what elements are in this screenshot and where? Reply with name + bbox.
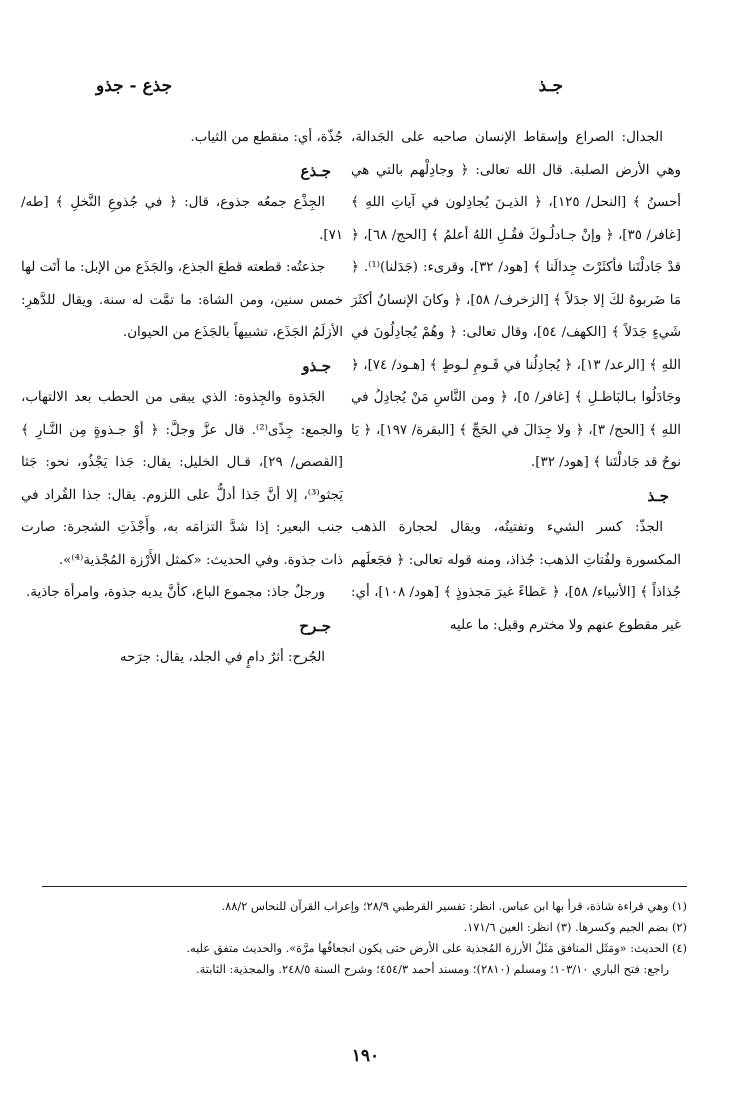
- right-column: [351, 122, 681, 642]
- left-column-paragraph: جذعتُه: قطعته قطعَ الجذع، والجَذَع من الإبل: ما أتَت لها خمس سنين، ومن الشاة: ما تمَّت له سنة. ويقال للدَّهرِ: الأزلَمُ الجَذَع، تشبيهاً بالجَذَع من الحيوان.: [21, 260, 343, 340]
- footnote-line: (١) وهي قراءة شاذة، قرأ بها ابن عباس. انظر: تفسير القرطبي ٢٨/٩؛ وإعراب القرآن للنحاس ٨٨/٢.: [221, 899, 687, 913]
- left-column-paragraph: الجُرح: أثرٌ دامٍ في الجلد، يقال: جرَحه: [119, 650, 325, 665]
- left-column-entry-heading: جـرح: [299, 616, 331, 635]
- footnotes: [27, 896, 687, 980]
- left-column-entry-heading: جـذو: [302, 356, 331, 375]
- running-head-left: جذع - جذو: [96, 76, 173, 96]
- right-column-entry-heading: جـذ: [647, 486, 669, 505]
- left-column-paragraph: الجَذوة والجِذوة: الذي يبقى من الحطب بعد الالتهاب، والجمع: جِذًى⁽²⁾. قال عزَّ وجلَّ: ﴿ أوْ جـذوةٍ مِن النَّـارِ ﴾ [القصص/ ٢٩]، قـال الخليل: يقال: جَذا يَجْذُو، نحو: جَثا يَجثو⁽³⁾، إلا أنَّ جَذا أدلُّ على اللزوم. يقال: جذا القُراد في جنب البعير: إذا شدَّ التزامَه به، وأَجْذَتِ الشجرة: صارت ذات جذوة. وفي الحديث: «كمثل الأَرْزة المُجْذية⁽⁴⁾».: [21, 390, 344, 568]
- page-number: ١٩٠: [351, 1046, 380, 1066]
- left-column: [21, 122, 343, 675]
- footnote-line: (٤) الحديث: «ومَثَل المنافق مَثَلُ الأرزة المُجذية على الأرض حتى يكون انجعافُها مرَّة». والحديث متفق عليه.: [186, 941, 687, 955]
- right-column-paragraph: الجدال: الصراع وإسقاط الإنسان صاحبه على الجَدالة، وهي الأرض الصلبة. قال الله تعالى: ﴿ وجادِلْهم بالتي هي أحسنُ ﴾ [النحل/ ١٢٥]، ﴿ الذيـنَ يُجادِلون في آياتِ اللهِ ﴾ [غافر/ ٣٥]، ﴿ وإنْ جـادلُـوكَ فقُـلِ اللهُ أعلمُ ﴾ [الحج/ ٦٨]، ﴿ قدْ جَادلْتَنا فأكثَرْتَ جِدالَنا ﴾ [هود/ ٣٢]، وقرىء: (جَدَلنا)⁽¹⁾. ﴿ مَا ضَربوهُ لكَ إلا جدَلاً ﴾ [الزخرف/ ٥٨]، ﴿ وكانَ الإنسانُ أكثَرَ شَيءٍ جَدَلاً ﴾ [الكهف/ ٥٤]، وقال تعالى: ﴿ وهُمْ يُجادِلُونَ في اللهِ ﴾ [الرعد/ ١٣]، ﴿ يُجادِلُنا في قَـومِ لـوطٍ ﴾ [هـود/ ٧٤]، ﴿ وجَادَلُوا بـالبَاطـلِ ﴾ [غافر/ ٥]، ﴿ ومن النَّاسِ مَنْ يُجادِلُ في اللهِ ﴾ [الحج/ ٣]، ﴿ ولا جِدَالَ في الحَجِّ ﴾ [البقرة/ ١٩٧]، ﴿ يَا نوحُ قد جَادلْتَنا ﴾ [هود/ ٣٢].: [351, 130, 681, 470]
- running-head-right: جـذ: [538, 76, 563, 96]
- left-column-paragraph: الجِذْع جمعُه جذوع، قال: ﴿ في جُذوعِ النَّخلِ ﴾ [طه/ ٧١].: [21, 195, 343, 243]
- left-column-entry-heading: جـذع: [300, 161, 331, 180]
- footnote-divider: [42, 886, 687, 887]
- right-column-paragraph: الجذّ: كسر الشيء وتفتيتُه، ويقال لحجارة الذهب المكسورة ولفُتاتِ الذهب: جُذاذ، ومنه قوله تعالى: ﴿ فجَعلَهم جُذاذاً ﴾ [الأنبياء/ ٥٨]، ﴿ عَطاءً غيرَ مَجذوذٍ ﴾ [هود/ ١٠٨]، أي: غير مقطوع عنهم ولا مخترم وقيل: ما عليه: [351, 520, 682, 633]
- left-column-line: جُذّة، أي: منقطع من الثياب.: [190, 130, 343, 145]
- footnote-continuation: راجع: فتح الباري ١٠٣/١٠؛ ومسلم (٢٨١٠)؛ ومسند أحمد ٤٥٤/٣؛ وشرح السنة ٢٤٨/٥. والمجذية: الثابتة.: [196, 962, 669, 976]
- left-column-paragraph: ورجلٌ جاذ: مجموع الباع، كأنَّ يديه جذوة، وامرأة جاذية.: [26, 585, 325, 600]
- footnote-line: (٢) بضم الجيم وكسرها. (٣) انظر: العين ١٧١/٦.: [463, 920, 687, 934]
